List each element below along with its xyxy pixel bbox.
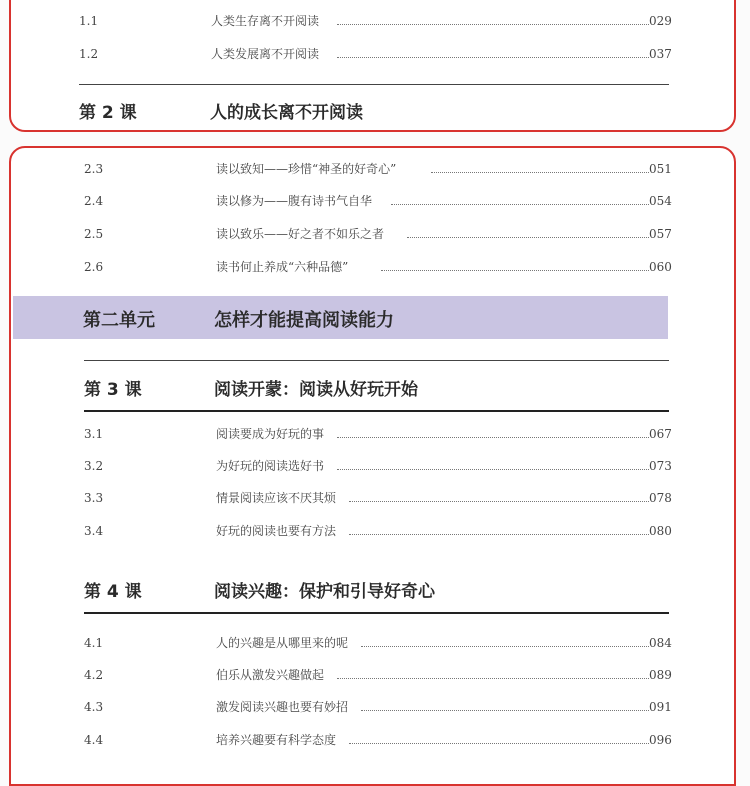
section-number: 2.5 (84, 227, 104, 241)
toc-entry-3-2[interactable] (11, 456, 738, 476)
section-title: 读以致乐——好之者不如乐之者 (216, 227, 385, 241)
leader-dots (337, 469, 649, 470)
leader-dots (361, 646, 649, 647)
toc-entry-2-5[interactable] (11, 224, 738, 244)
section-title: 读书何止养成“六种品德” (216, 260, 349, 274)
divider (79, 84, 669, 85)
section-title: 激发阅读兴趣也要有妙招 (216, 700, 349, 714)
leader-dots (349, 743, 649, 744)
section-title: 为好玩的阅读选好书 (216, 459, 325, 473)
page-number: 054 (649, 194, 672, 208)
page-number: 089 (649, 668, 672, 682)
section-title: 好玩的阅读也要有方法 (216, 524, 337, 538)
toc-entry-4-1[interactable] (11, 633, 738, 653)
page-number: 060 (649, 260, 672, 274)
section-number: 4.2 (84, 668, 104, 682)
page-number: 080 (649, 524, 672, 538)
divider (84, 612, 669, 614)
toc-entry-4-3[interactable] (11, 697, 738, 717)
divider (84, 410, 669, 412)
section-number: 3.1 (84, 427, 104, 441)
section-number: 1.2 (79, 47, 99, 61)
page-number: 051 (649, 162, 672, 176)
section-number: 2.3 (84, 162, 104, 176)
page-number: 084 (649, 636, 672, 650)
lesson-label: 第 4 课 (84, 582, 142, 602)
section-title: 培养兴趣要有科学态度 (216, 733, 337, 747)
toc-entry-3-4[interactable] (11, 521, 738, 541)
leader-dots (361, 710, 649, 711)
toc-entry-2-4[interactable] (11, 191, 738, 211)
section-title: 人的兴趣是从哪里来的呢 (216, 636, 349, 650)
toc-entry-4-2[interactable] (11, 665, 738, 685)
divider (84, 360, 669, 361)
leader-dots (431, 172, 649, 173)
page-number: 057 (649, 227, 672, 241)
section-title: 人类生存离不开阅读 (211, 14, 320, 28)
toc-entry-3-3[interactable] (11, 488, 738, 508)
toc-entry-2-6[interactable] (11, 257, 738, 277)
section-number: 1.1 (79, 14, 99, 28)
page-number: 091 (649, 700, 672, 714)
page-number: 037 (649, 47, 672, 61)
section-number: 4.1 (84, 636, 104, 650)
leader-dots (349, 501, 649, 502)
section-number: 3.4 (84, 524, 104, 538)
section-title: 阅读要成为好玩的事 (216, 427, 325, 441)
page-number: 073 (649, 459, 672, 473)
page-number: 078 (649, 491, 672, 505)
unit-heading-band (13, 296, 668, 339)
section-number: 3.3 (84, 491, 104, 505)
page-number: 067 (649, 427, 672, 441)
toc-entry-1-1[interactable] (11, 11, 738, 31)
section-number: 2.6 (84, 260, 104, 274)
toc-entry-1-2[interactable] (11, 44, 738, 64)
section-title: 伯乐从激发兴趣做起 (216, 668, 325, 682)
toc-entry-2-3[interactable] (11, 159, 738, 179)
section-number: 4.3 (84, 700, 104, 714)
section-title: 情景阅读应该不厌其烦 (216, 491, 337, 505)
leader-dots (349, 534, 649, 535)
section-number: 3.2 (84, 459, 104, 473)
leader-dots (391, 204, 649, 205)
leader-dots (337, 678, 649, 679)
lesson-label: 第 3 课 (84, 380, 142, 400)
toc-entry-3-1[interactable] (11, 424, 738, 444)
lesson-label: 第 2 课 (79, 103, 137, 123)
section-title: 读以致知——珍惜“神圣的好奇心” (216, 162, 397, 176)
section-title: 人类发展离不开阅读 (211, 47, 320, 61)
section-number: 4.4 (84, 733, 104, 747)
leader-dots (337, 24, 649, 25)
leader-dots (381, 270, 649, 271)
section-number: 2.4 (84, 194, 104, 208)
leader-dots (337, 437, 649, 438)
lesson-title[interactable]: 阅读开蒙：阅读从好玩开始 (214, 380, 418, 400)
toc-card-top (9, 0, 736, 132)
leader-dots (407, 237, 649, 238)
page-number: 096 (649, 733, 672, 747)
lesson-title[interactable]: 人的成长离不开阅读 (210, 103, 363, 123)
toc-entry-4-4[interactable] (11, 730, 738, 750)
toc-card-main (9, 146, 736, 786)
unit-label: 第二单元 (83, 310, 155, 331)
page-number: 029 (649, 14, 672, 28)
section-title: 读以修为——腹有诗书气自华 (216, 194, 373, 208)
unit-title[interactable]: 怎样才能提高阅读能力 (214, 310, 394, 331)
leader-dots (337, 57, 649, 58)
lesson-title[interactable]: 阅读兴趣：保护和引导好奇心 (214, 582, 435, 602)
